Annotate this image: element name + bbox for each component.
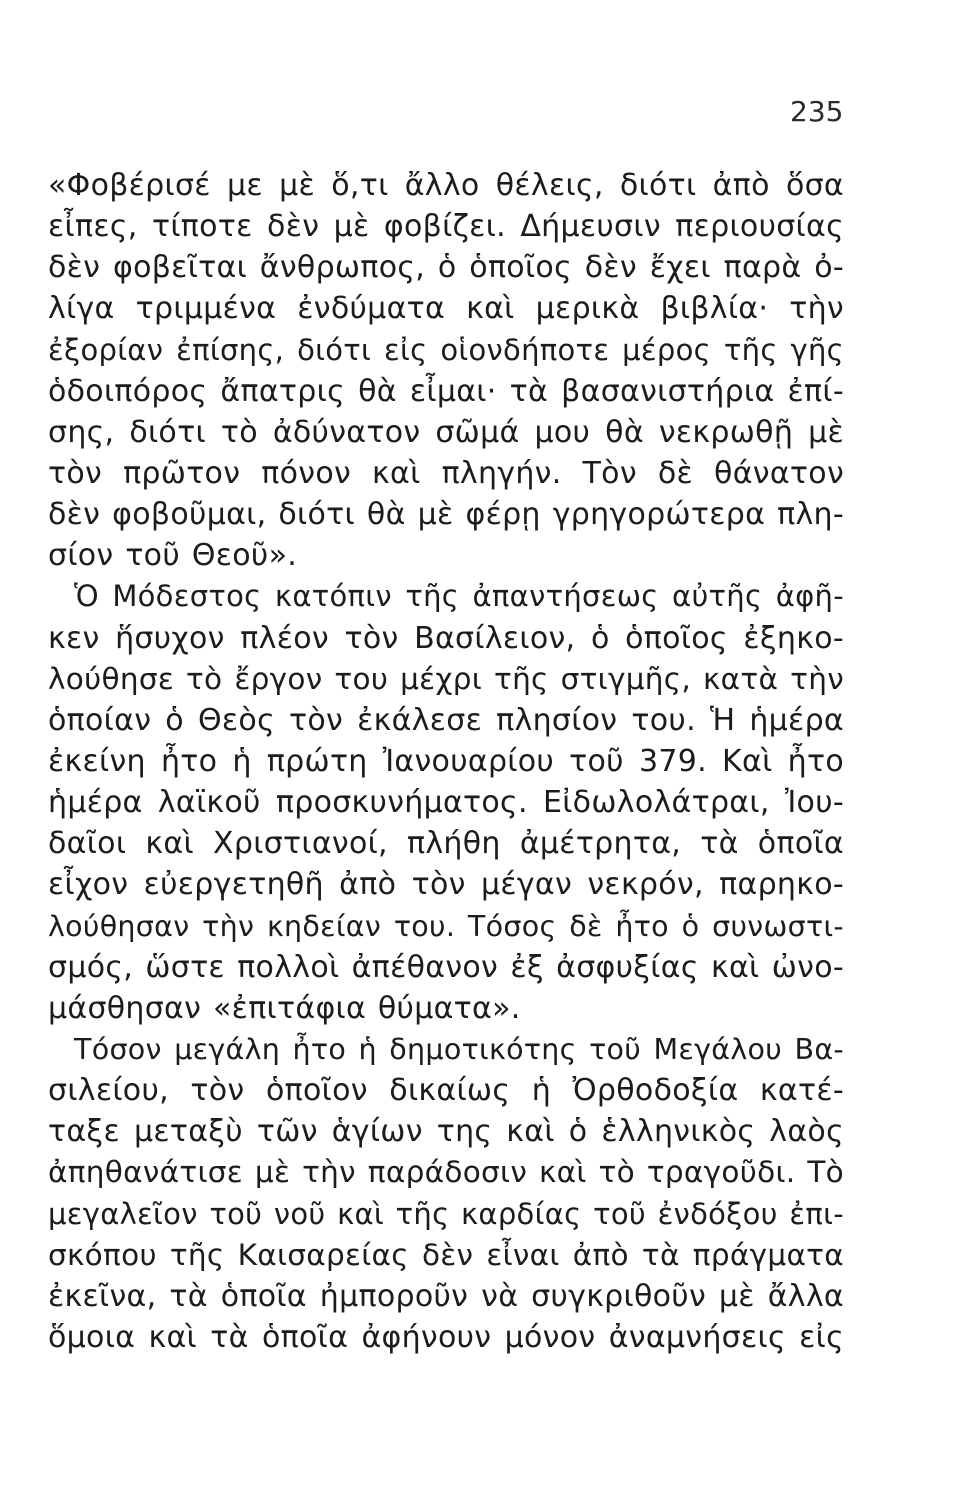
text-line: εἶχον εὐεργετηθῆ ἀπὸ τὸν μέγαν νεκρόν, παρηκο- <box>48 867 844 903</box>
text-line: λούθησαν τὴν κηδείαν του. Τόσος δὲ ἦτο ὁ συνωστι- <box>48 909 844 943</box>
text-line: ὁποίαν ὁ Θεὸς τὸν ἐκάλεσε πλησίον του. Ἡ ἡμέρα <box>48 702 844 738</box>
text-line: κεν ἥσυχον πλέον τὸν Βασίλειον, ὁ ὁποῖος ἐξηκο- <box>48 620 844 656</box>
text-line: σκόπου τῆς Καισαρείας δὲν εἶναι ἀπὸ τὰ πράγματα <box>48 1237 844 1272</box>
text-line: δὲν φοβεῖται ἄνθρωπος, ὁ ὁποῖος δὲν ἔχει παρὰ ὀ- <box>48 250 844 286</box>
text-line: σιλείου, τὸν ὁποῖον δικαίως ἡ Ὀρθοδοξία κατέ- <box>48 1073 844 1109</box>
text-line: ἀπηθανάτισε μὲ τὴν παράδοσιν καὶ τὸ τραγοῦδι. Τὸ <box>48 1155 844 1190</box>
text-line: μάσθησαν «ἐπιτάφια θύματα». <box>48 990 521 1026</box>
text-line: λούθησε τὸ ἔργον του μέχρι τῆς στιγμῆς, κατὰ τὴν <box>48 661 844 696</box>
text-line: μεγαλεῖον τοῦ νοῦ καὶ τῆς καρδίας τοῦ ἐνδόξου ἐπι- <box>48 1196 844 1231</box>
text-line: ἡμέρα λαϊκοῦ προσκυνήματος. Εἰδωλολάτραι, Ἰου- <box>48 785 844 821</box>
text-line: ὁδοιπόρος ἄπατρις θὰ εἶμαι· τὰ βασανιστήρια ἐπί- <box>48 373 844 409</box>
text-line: δὲν φοβοῦμαι, διότι θὰ μὲ φέρῃ γρηγορώτερα πλη- <box>48 497 844 533</box>
text-line: ἐκεῖνα, τὰ ὁποῖα ἠμποροῦν νὰ συγκριθοῦν μὲ ἄλλα <box>48 1278 844 1314</box>
text-line: εἶπες, τίποτε δὲν μὲ φοβίζει. Δήμευσιν περιουσίας <box>48 209 844 245</box>
text-line: Τόσον μεγάλη ἦτο ἡ δημοτικότης τοῦ Μεγάλου Βα- <box>74 1032 844 1066</box>
text-line: ὅμοια καὶ τὰ ὁποῖα ἀφήνουν μόνον ἀναμνήσεις εἰς <box>48 1319 844 1355</box>
text-line: ταξε μεταξὺ τῶν ἁγίων της καὶ ὁ ἑλληνικὸς λαὸς <box>48 1114 844 1150</box>
text-line: σμός, ὥστε πολλοὶ ἀπέθανον ἐξ ἀσφυξίας καὶ ὠνο- <box>48 949 844 985</box>
text-line: λίγα τριμμένα ἐνδύματα καὶ μερικὰ βιβλία· τὴν <box>48 291 844 327</box>
text-line: σίον τοῦ Θεοῦ». <box>48 538 298 574</box>
text-line: τὸν πρῶτον πόνον καὶ πληγήν. Τὸν δὲ θάνατον <box>48 455 844 491</box>
text-line: Ὁ Μόδεστος κατόπιν τῆς ἀπαντήσεως αὐτῆς ἀφῆ- <box>74 579 844 614</box>
text-line: ἐξορίαν ἐπίσης, διότι εἰς οἱονδήποτε μέρος τῆς γῆς <box>48 332 844 367</box>
body-text <box>48 165 844 1358</box>
text-line: δαῖοι καὶ Χριστιανοί, πλήθη ἀμέτρητα, τὰ ὁποῖα <box>48 826 844 862</box>
page-number: 235 <box>790 95 844 128</box>
text-line: σης, διότι τὸ ἀδύνατον σῶμά μου θὰ νεκρωθῇ μὲ <box>48 414 844 450</box>
text-line: «Φοβέρισέ με μὲ ὅ,τι ἄλλο θέλεις, διότι ἀπὸ ὅσα <box>48 168 844 203</box>
text-line: ἐκείνη ἦτο ἡ πρώτη Ἰανουαρίου τοῦ 379. Καὶ ἦτο <box>48 743 844 779</box>
